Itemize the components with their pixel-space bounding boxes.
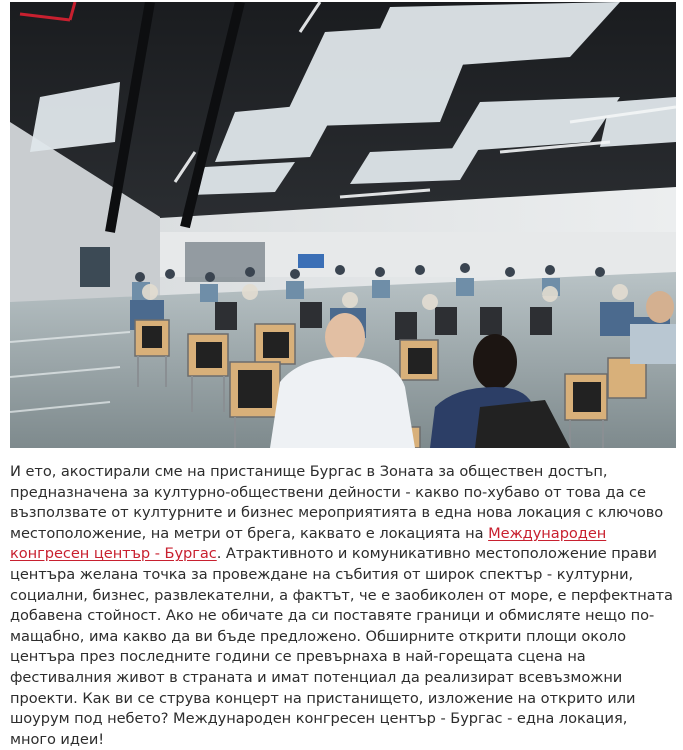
article-text-before-link: И ето, акостирали сме на пристанище Бургас в Зоната за обществен достъп, предназначена за културно-обществени дейности - какво по-хубаво от това да се възползвате от културните и бизнес мероприятията в една нова локация с ключово местоположение, на метри от брега, каквато е локацията на bbox=[10, 463, 664, 542]
article-text-after-link: . Атрактивното и комуникативно местоположение прави центъра желана точка за провеждане на събития от широк спектър - културни, социални, бизнес, развлекателни, а фактът, че е заобиколен от море, е перфектната добавена стойност. Ако не обичате да си поставяте граници и обмисляте нещо по-мащабно, има какво да ви бъде предложено. Обширните открити площи около центъра през последните години се превърнаха в най-горещата сцена на фестивалния живот в страната и имат потенциал да реализират всевъзможни проекти. Как ви се струва концерт на пристанището, изложение на открито или шоурум под небето? Международен конгресен център - Бургас - една локация, много идеи! bbox=[10, 545, 673, 748]
congress-center-link[interactable]: Международен конгресен център - Бургас bbox=[10, 524, 607, 563]
article-paragraph bbox=[10, 462, 676, 750]
conference-hall-illustration bbox=[10, 2, 676, 448]
conference-hall-photo bbox=[10, 2, 676, 448]
